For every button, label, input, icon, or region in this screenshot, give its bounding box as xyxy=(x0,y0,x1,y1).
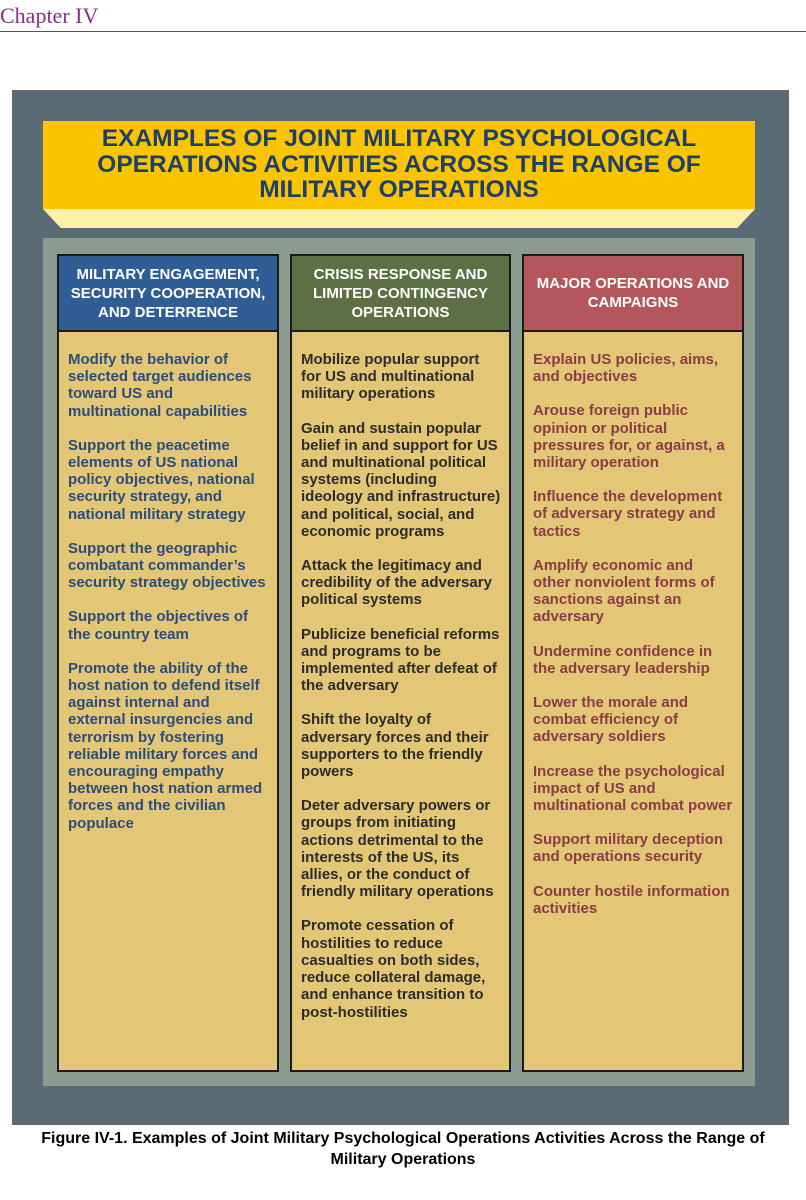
figure-caption: Figure IV-1. Examples of Joint Military Psychological Operations Activities Across the Range of Military Operations xyxy=(41,1130,765,1168)
column-heading-crisis-response: CRISIS RESPONSE AND LIMITED CONTINGENCY OPERATIONS xyxy=(290,254,511,332)
list-item: Deter adversary powers or groups from initiating actions detrimental to the interests of the US, its allies, or the conduct of friendly military operations xyxy=(301,797,494,901)
list-item: Increase the psychological impact of US and multinational combat power xyxy=(533,762,733,815)
list-item: Influence the development of adversary strategy and tactics xyxy=(533,488,723,540)
list-item: Arouse foreign public opinion or political pressures for, or against, a military operation xyxy=(533,402,725,472)
list-item: Support the geographic combatant commander’s security strategy objectives xyxy=(68,539,266,592)
list-item: Counter hostile information activities xyxy=(533,882,730,917)
list-item: Amplify economic and other nonviolent forms of sanctions against an adversary xyxy=(533,556,715,626)
list-item: Promote cessation of hostilities to reduce casualties on both sides, reduce collateral damage, and enhance transition to post-hostilities xyxy=(301,917,486,1021)
list-item: Mobilize popular support for US and multinational military operations xyxy=(301,351,480,403)
chapter-label: Chapter IV xyxy=(0,3,99,28)
list-item: Lower the morale and combat efficiency of adversary soldiers xyxy=(533,694,689,746)
activity-list xyxy=(533,351,734,917)
list-item: Attack the legitimacy and credibility of the adversary political systems xyxy=(301,557,492,609)
list-item: Explain US policies, aims, and objectives xyxy=(533,351,719,386)
list-item: Gain and sustain popular belief in and support for US and multinational political systems (including ideology and infrastructure) and political, social, and economic programs xyxy=(301,419,501,540)
list-item: Promote the ability of the host nation to defend itself against internal and external insurgencies and terrorism by fostering reliable military forces and encouraging empathy between host nation armed forces and the civilian populace xyxy=(68,659,263,832)
column-heading-major-operations: MAJOR OPERATIONS AND CAMPAIGNS xyxy=(522,254,744,332)
list-item: Shift the loyalty of adversary forces and their supporters to the friendly powers xyxy=(301,711,489,781)
column-body-military-engagement xyxy=(57,332,279,1072)
list-item: Undermine confidence in the adversary leadership xyxy=(533,642,713,677)
list-item: Support the peacetime elements of US national policy objectives, national security strategy, and national military strategy xyxy=(68,436,255,523)
column-body-crisis-response xyxy=(290,332,511,1072)
chapter-header xyxy=(0,0,806,32)
list-item: Publicize beneficial reforms and programs to be implemented after defeat of the adversary xyxy=(301,625,500,695)
banner-bevel xyxy=(43,209,755,228)
figure-title: EXAMPLES OF JOINT MILITARY PSYCHOLOGICAL OPERATIONS ACTIVITIES ACROSS THE RANGE OF MILITARY OPERATIONS xyxy=(97,125,701,203)
column-body-major-operations xyxy=(522,332,744,1072)
list-item: Support military deception and operations security xyxy=(533,831,724,866)
list-item: Support the objectives of the country team xyxy=(68,608,249,643)
activity-list xyxy=(68,351,269,832)
list-item: Modify the behavior of selected target audiences toward US and multinational capabilities xyxy=(68,351,252,420)
column-heading-military-engagement: MILITARY ENGAGEMENT, SECURITY COOPERATION, AND DETERRENCE xyxy=(57,254,279,332)
activity-list xyxy=(301,351,501,1021)
